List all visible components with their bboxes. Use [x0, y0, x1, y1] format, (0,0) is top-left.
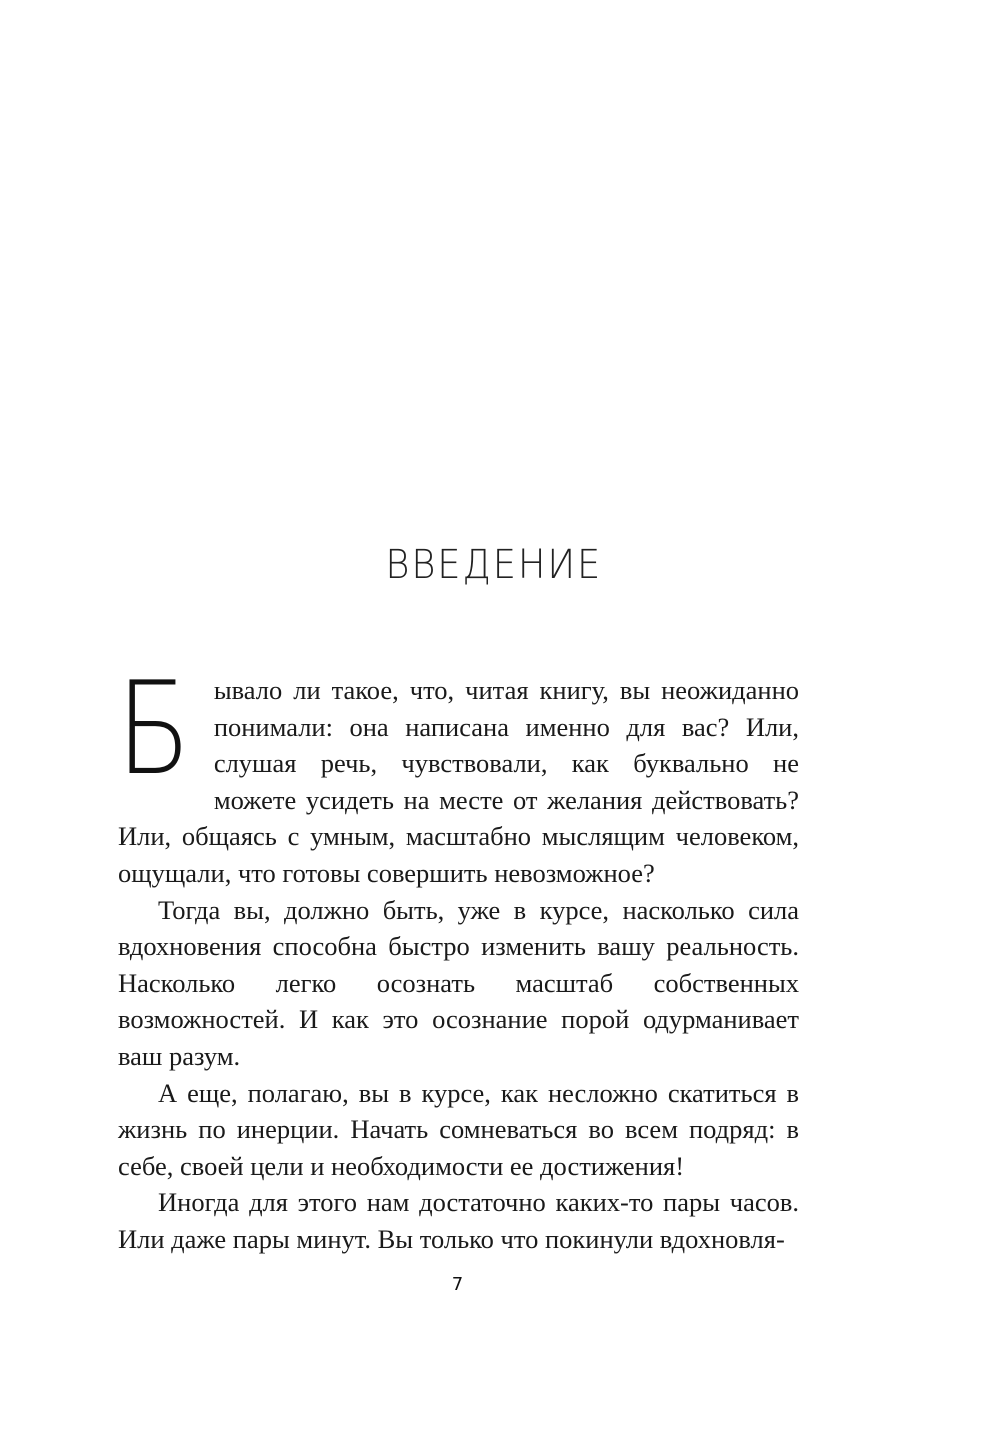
page-number: 7 — [451, 1274, 464, 1295]
drop-cap: Б — [116, 655, 192, 804]
body-text — [116, 655, 799, 1258]
paragraph-1-text: ывало ли такое, что, читая книгу, вы неожиданно понимали: она написана именно для вас? Или, слушая речь, чувствовали, как буквально не можете усидеть на месте от желания действовать? Или, общаясь с умным, масштабно мыслящим человеком, ощущали, что готовы совершить невозможное? — [118, 675, 799, 888]
chapter-title — [0, 542, 987, 588]
paragraph-4: Иногда для этого нам достаточно каких-то пары часов. Или даже пары минут. Вы только что покинули вдохновля- — [118, 1187, 799, 1254]
paragraph-2: Тогда вы, должно быть, уже в курсе, насколько сила вдохновения способна быстро изменить вашу реальность. Насколько легко осознать масштаб собственных возможностей. И как это осознание порой одурманивает ваш разум. — [118, 894, 799, 1071]
chapter-title-text: ВВЕДЕНИЕ — [385, 542, 602, 588]
paragraph-3: А еще, полагаю, вы в курсе, как несложно скатиться в жизнь по инерции. Начать сомневаться во всем подряд: в себе, своей цели и необходимости ее достижения! — [118, 1077, 799, 1181]
paragraph-1 — [116, 655, 799, 892]
